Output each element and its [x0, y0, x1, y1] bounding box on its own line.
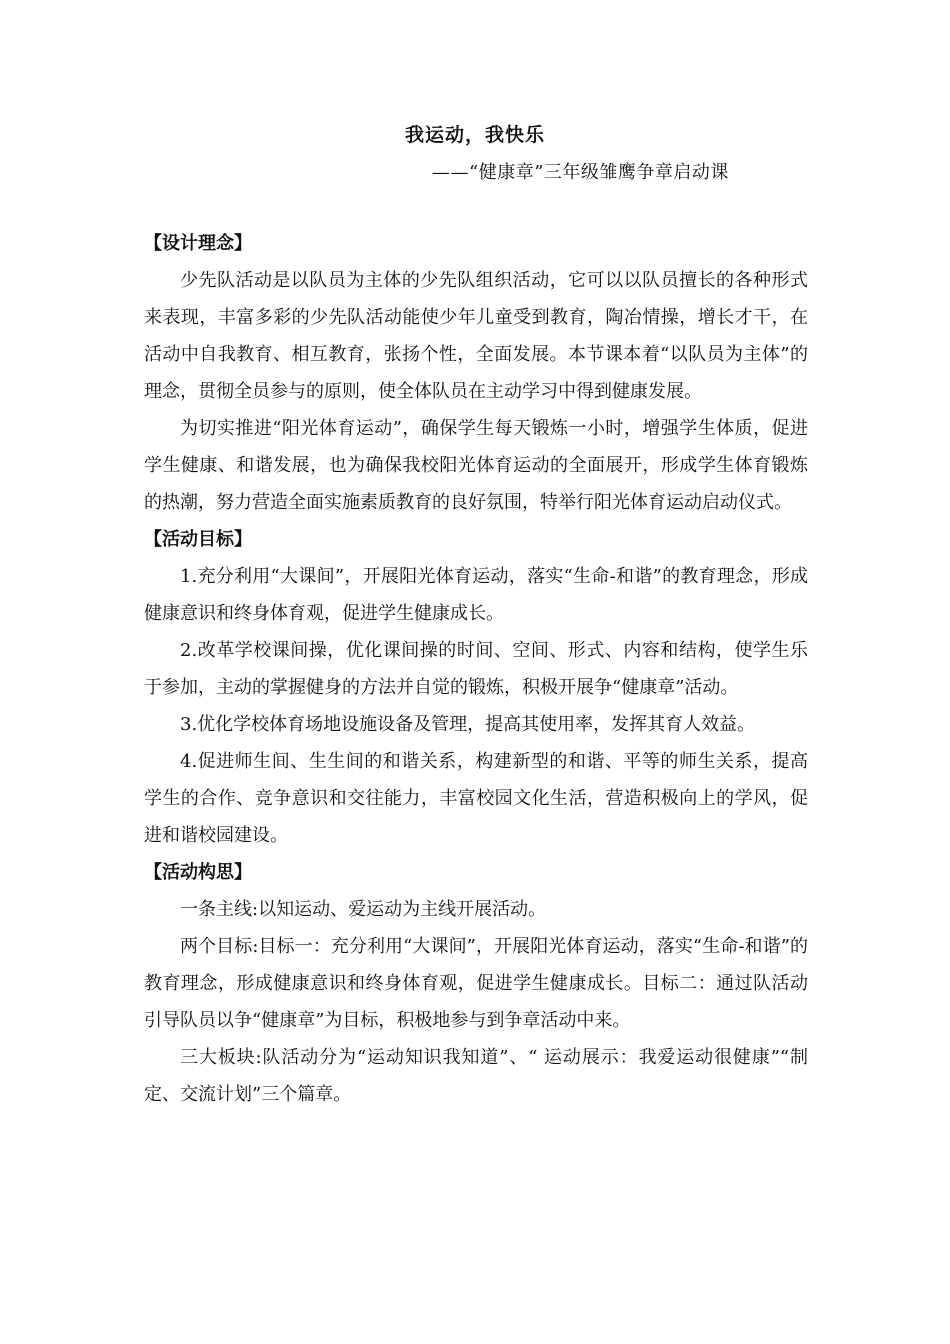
section-heading: 【活动构思】 — [144, 862, 252, 883]
goal-item: 1.充分利用“大课间”，开展阳光体育运动，落实“生命-和谐”的教育理念，形成健康意识和终身体育观，促进学生健康成长。 — [144, 566, 808, 624]
section-heading: 【设计理念】 — [144, 233, 252, 254]
paragraph: 一条主线:以知运动、爱运动为主线开展活动。 — [180, 899, 547, 920]
paragraph: 为切实推进“阳光体育运动”，确保学生每天锻炼一小时，增强学生体质，促进学生健康、和谐发展，也为确保我校阳光体育运动的全面展开，形成学生体育锻炼的热潮，努力营造全面实施素质教育的良好氛围，特举行阳光体育运动启动仪式。 — [144, 418, 808, 513]
section-heading: 【活动目标】 — [144, 529, 252, 550]
document-body — [144, 225, 808, 1113]
paragraph: 三大板块:队活动分为“运动知识我知道”、“ 运动展示：我爱运动很健康”“制定、交流计划”三个篇章。 — [144, 1047, 808, 1105]
goal-item: 2.改革学校课间操，优化课间操的时间、空间、形式、内容和结构，使学生乐于参加，主动的掌握健身的方法并自觉的锻炼，积极开展争“健康章”活动。 — [144, 640, 808, 698]
section-activity-goals — [144, 521, 808, 854]
goal-item: 3.优化学校体育场地设施设备及管理，提高其使用率，发挥其育人效益。 — [180, 714, 756, 735]
goal-item: 4.促进师生间、生生间的和谐关系，构建新型的和谐、平等的师生关系，提高学生的合作、竞争意识和交往能力，丰富校园文化生活，营造积极向上的学风，促进和谐校园建设。 — [144, 751, 808, 846]
section-activity-concept — [144, 854, 808, 1113]
section-design-concept — [144, 225, 808, 521]
paragraph: 少先队活动是以队员为主体的少先队组织活动，它可以以队员擅长的各种形式来表现，丰富多彩的少先队活动能使少年儿童受到教育，陶冶情操，增长才干，在活动中自我教育、相互教育，张扬个性，全面发展。本节课本着“以队员为主体”的理念，贯彻全员参与的原则，使全体队员在主动学习中得到健康发展。 — [144, 270, 808, 402]
document-subtitle: ——“健康章”三年级雏鹰争章启动课 — [432, 162, 729, 183]
document-title: 我运动，我快乐 — [404, 124, 545, 146]
paragraph: 两个目标:目标一：充分利用“大课间”，开展阳光体育运动，落实“生命-和谐”的教育理念，形成健康意识和终身体育观，促进学生健康成长。目标二：通过队活动引导队员以争“健康章”为目标，积极地参与到争章活动中来。 — [144, 936, 808, 1031]
